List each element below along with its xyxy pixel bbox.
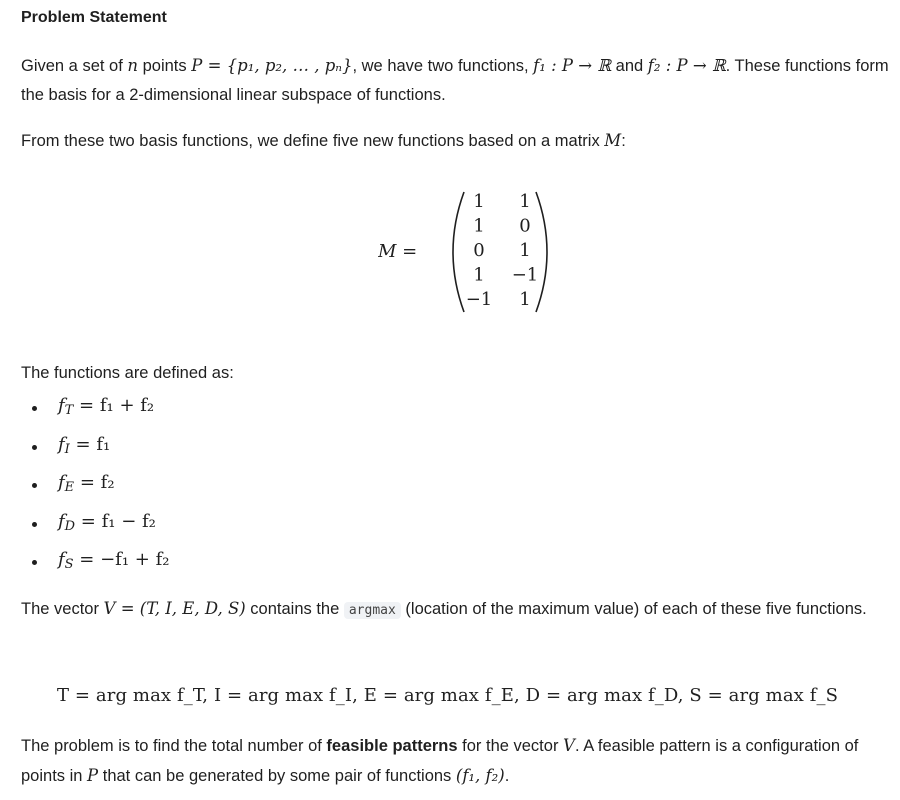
intro-text-3: , we have two functions, — [352, 57, 534, 75]
matrix-cell: 1 — [473, 264, 485, 286]
matrix-cell: −1 — [511, 264, 539, 286]
bullet-dot — [32, 483, 37, 488]
intro-text-2: points — [138, 57, 192, 75]
matrix-cells — [466, 191, 539, 310]
math-v: V — [563, 736, 575, 755]
vector-text-2: contains the — [245, 600, 344, 618]
function-definition: = f₁ — [75, 434, 111, 455]
matrix-label: M = — [378, 241, 418, 262]
problem-text-4: that can be generated by some pair of functions — [98, 767, 456, 785]
feasible-patterns-term: feasible patterns — [326, 737, 458, 755]
matrix-svg — [378, 188, 558, 316]
problem-text-3: . A feasible pattern is a configuration of points in — [21, 737, 859, 785]
functions-intro: The functions are defined as: — [21, 364, 234, 382]
list-item: $f_D = f_1 - f_2$ — [21, 511, 421, 541]
list-item: $f_E = f_2$ — [21, 472, 421, 502]
intro-text-5: . These functions form the basis for a 2-dimensional linear subspace of functions. — [21, 57, 889, 104]
intro-text-4: and — [611, 57, 648, 75]
function-definition: = −f₁ + f₂ — [79, 549, 170, 570]
vector-text-3: (location of the maximum value) of each of these five functions. — [400, 600, 867, 618]
matrix-intro-text: From these two basis functions, we define five new functions based on a matrix — [21, 132, 605, 150]
bullet-dot — [32, 560, 37, 565]
bullet-dot — [32, 445, 37, 450]
math-m: M — [604, 131, 622, 150]
matrix-m — [378, 188, 558, 316]
function-subscript: E — [64, 480, 75, 496]
list-item: $f_I = f_1$ — [21, 434, 421, 464]
left-paren — [453, 192, 464, 312]
problem-text-5: . — [504, 767, 510, 785]
vector-text-1: The vector — [21, 600, 104, 618]
intro-text-1: Given a set of — [21, 57, 128, 75]
problem-text-1: The problem is to find the total number of — [21, 737, 327, 755]
math-point-set: P = {p₁, p₂, … , pₙ} — [191, 56, 353, 75]
math-p: P — [87, 766, 99, 785]
function-definition: = f₁ + f₂ — [79, 395, 155, 416]
function-subscript: T — [64, 403, 74, 419]
matrix-cell: 1 — [473, 191, 485, 212]
list-item: $f_S = -f_1 + f_2$ — [21, 549, 421, 579]
right-paren — [536, 192, 547, 312]
argmax-equations: T = arg max f_T, I = arg max f_I, E = arg max f_E, D = arg max f_D, S = arg max f_S — [57, 685, 839, 706]
function-definition: = f₁ − f₂ — [80, 511, 156, 532]
bullet-dot — [32, 522, 37, 527]
problem-paragraph — [21, 731, 891, 791]
matrix-cell: 1 — [519, 289, 531, 310]
matrix-intro-paragraph — [21, 126, 891, 156]
list-item: $f_T = f_1 + f_2$ — [21, 395, 421, 425]
matrix-cell: −1 — [465, 289, 493, 310]
page-title: Problem Statement — [21, 9, 167, 26]
problem-text-2: for the vector — [457, 737, 564, 755]
function-subscript: I — [64, 442, 70, 458]
math-f1-signature: f₁ : P → ℝ — [533, 56, 612, 75]
bullet-dot — [32, 406, 37, 411]
function-subscript: S — [64, 557, 74, 573]
vector-paragraph — [21, 594, 891, 625]
matrix-cell: 1 — [519, 240, 531, 261]
matrix-cell: 1 — [473, 215, 485, 237]
function-subscript: D — [64, 519, 76, 535]
matrix-cell: 0 — [473, 240, 485, 261]
function-definition: = f₂ — [79, 472, 115, 493]
matrix-cell: 1 — [519, 191, 531, 212]
math-n: n — [127, 56, 139, 75]
math-f-pair: (f₁, f₂) — [455, 766, 505, 785]
matrix-cell: 0 — [519, 215, 531, 237]
math-f2-signature: f₂ : P → ℝ — [647, 56, 726, 75]
argmax-code: argmax — [344, 602, 401, 619]
intro-paragraph — [21, 51, 891, 110]
math-vector-v: V = (T, I, E, D, S) — [103, 599, 246, 618]
matrix-intro-colon: : — [621, 132, 626, 150]
